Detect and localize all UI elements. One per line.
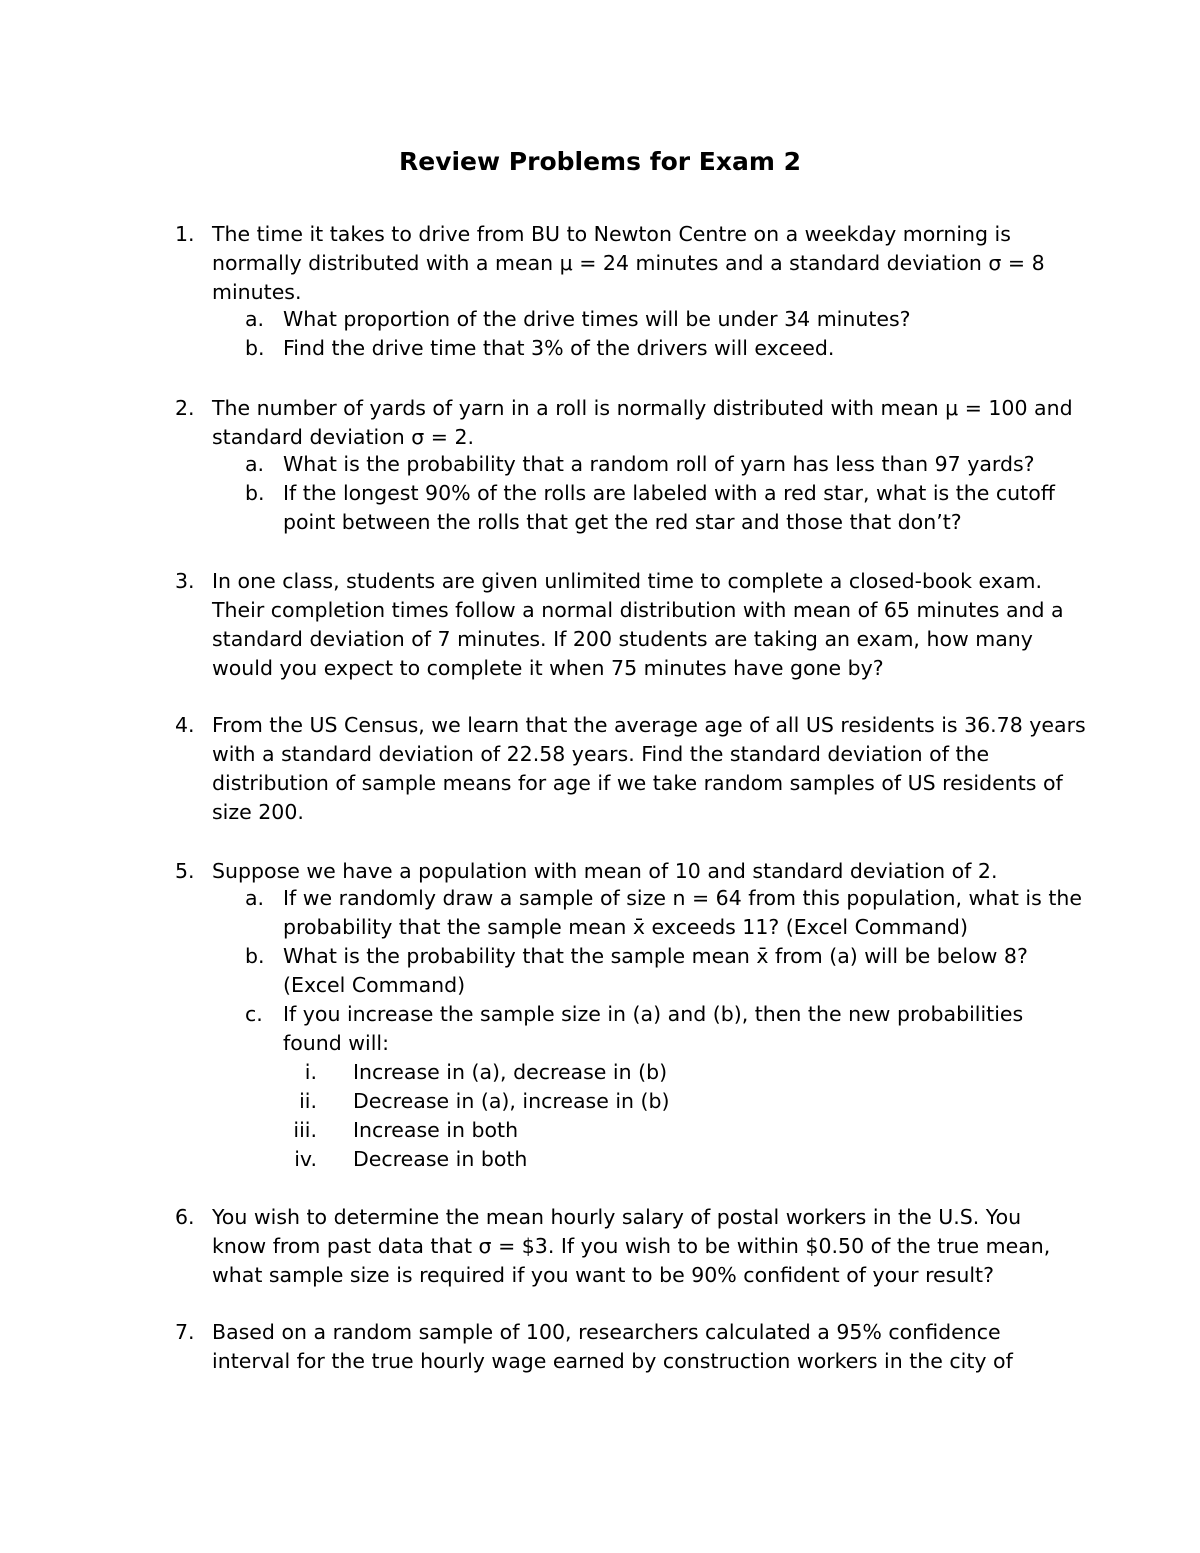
- problem-text: [212, 567, 1082, 683]
- sub-text: point between the rolls that get the red star and those that don’t?: [283, 510, 962, 534]
- sub-text: If the longest 90% of the rolls are labeled with a red star, what is the cutoff: [283, 481, 1055, 505]
- option-text: Increase in (a), decrease in (b): [353, 1060, 668, 1084]
- problem-line: minutes.: [212, 280, 302, 304]
- sub-label: a.: [245, 886, 265, 910]
- sub-question-a: [175, 307, 1075, 336]
- problem-line: In one class, students are given unlimited time to complete a closed-book exam.: [212, 569, 1042, 593]
- problem-line: Based on a random sample of 100, researchers calculated a 95% confidence: [212, 1320, 1001, 1344]
- problem-line: From the US Census, we learn that the average age of all US residents is 36.78 years: [212, 713, 1086, 737]
- option-iii: [175, 1118, 1075, 1147]
- problem-text: [212, 394, 1082, 452]
- sub-text: If we randomly draw a sample of size n = 64 from this population, what is the: [283, 886, 1082, 910]
- sub-label: b.: [245, 944, 265, 968]
- sub-label: a.: [245, 307, 265, 331]
- problem-line: know from past data that σ = $3. If you wish to be within $0.50 of the true mean,: [212, 1234, 1051, 1258]
- problem-text: [212, 857, 1082, 886]
- problem-text: [212, 711, 1086, 827]
- option-label: iv.: [294, 1147, 317, 1171]
- problem-line: would you expect to complete it when 75 minutes have gone by?: [212, 656, 884, 680]
- problem-line: standard deviation of 7 minutes. If 200 students are taking an exam, how many: [212, 627, 1033, 651]
- sub-text: probability that the sample mean x̄ exceeds 11? (Excel Command): [283, 915, 968, 939]
- option-ii: [175, 1089, 1075, 1118]
- problem-line: The time it takes to drive from BU to Newton Centre on a weekday morning is: [212, 222, 1011, 246]
- option-iv: [175, 1147, 1075, 1176]
- problem-line: Suppose we have a population with mean of 10 and standard deviation of 2.: [212, 859, 998, 883]
- option-i: [175, 1060, 1075, 1089]
- option-label: i.: [304, 1060, 317, 1084]
- sub-text: found will:: [283, 1031, 390, 1055]
- sub-text: What is the probability that the sample mean x̄ from (a) will be below 8?: [283, 944, 1028, 968]
- problem-line: Their completion times follow a normal distribution with mean of 65 minutes and a: [212, 598, 1064, 622]
- option-text: Decrease in (a), increase in (b): [353, 1089, 670, 1113]
- option-text: Increase in both: [353, 1118, 519, 1142]
- sub-question-c-continued: [175, 1031, 1075, 1060]
- problem-number: 1.: [175, 222, 195, 246]
- problem-line: You wish to determine the mean hourly salary of postal workers in the U.S. You: [212, 1205, 1022, 1229]
- sub-question-a: [175, 886, 1082, 915]
- problem-number: 3.: [175, 569, 195, 593]
- sub-question-b-continued: [175, 510, 1075, 539]
- problem-line: normally distributed with a mean μ = 24 minutes and a standard deviation σ = 8: [212, 251, 1045, 275]
- problem-number: 4.: [175, 713, 195, 737]
- sub-question-b-continued: [175, 973, 1075, 1002]
- problem-text: [212, 1318, 1082, 1376]
- sub-text: Find the drive time that 3% of the drivers will exceed.: [283, 336, 835, 360]
- problem-text: [212, 220, 1082, 307]
- problem-text: [212, 1203, 1082, 1290]
- problem-number: 2.: [175, 396, 195, 420]
- sub-text: What is the probability that a random roll of yarn has less than 97 yards?: [283, 452, 1035, 476]
- sub-label: b.: [245, 336, 265, 360]
- sub-label: a.: [245, 452, 265, 476]
- sub-text: What proportion of the drive times will be under 34 minutes?: [283, 307, 911, 331]
- problem-line: The number of yards of yarn in a roll is normally distributed with mean μ = 100 and: [212, 396, 1073, 420]
- problem-line: with a standard deviation of 22.58 years. Find the standard deviation of the: [212, 742, 990, 766]
- problem-line: standard deviation σ = 2.: [212, 425, 475, 449]
- option-label: iii.: [293, 1118, 317, 1142]
- problem-line: distribution of sample means for age if we take random samples of US residents of: [212, 771, 1063, 795]
- sub-text: (Excel Command): [283, 973, 466, 997]
- problem-line: interval for the true hourly wage earned by construction workers in the city of: [212, 1349, 1013, 1373]
- sub-label: c.: [245, 1002, 263, 1026]
- sub-question-b: [175, 481, 1075, 510]
- problem-line: size 200.: [212, 800, 304, 824]
- problem-number: 5.: [175, 859, 195, 883]
- problem-line: what sample size is required if you want to be 90% confident of your result?: [212, 1263, 994, 1287]
- option-text: Decrease in both: [353, 1147, 528, 1171]
- sub-question-a-continued: [175, 915, 1075, 944]
- problem-number: 6.: [175, 1205, 195, 1229]
- sub-question-b: [175, 944, 1075, 973]
- problem-number: 7.: [175, 1320, 195, 1344]
- sub-question-a: [175, 452, 1075, 481]
- sub-question-c: [175, 1002, 1075, 1031]
- page-title: Review Problems for Exam 2: [398, 147, 801, 176]
- sub-text: If you increase the sample size in (a) and (b), then the new probabilities: [283, 1002, 1024, 1026]
- sub-question-b: [175, 336, 1075, 365]
- sub-label: b.: [245, 481, 265, 505]
- option-label: ii.: [299, 1089, 317, 1113]
